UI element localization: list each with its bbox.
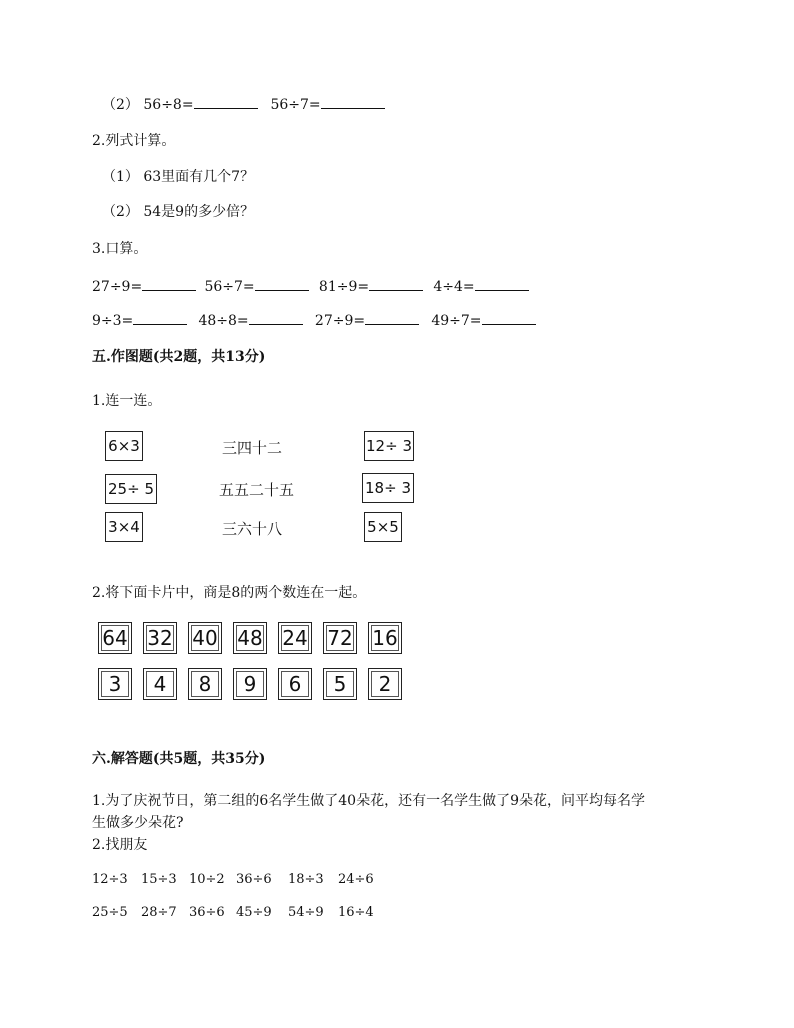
oral-expr: 27÷9= xyxy=(92,279,143,295)
match-right-box[interactable]: 5×5 xyxy=(364,512,402,542)
sec6-q1-line-1: 1.为了庆祝节日，第二组的6名学生做了40朵花，还有一名学生做了9朵花，问平均每名学 xyxy=(92,793,645,809)
number-card[interactable]: 4 xyxy=(143,668,177,700)
oral-row-1 xyxy=(92,276,533,296)
q1-item2-line xyxy=(102,94,385,114)
answer-blank[interactable] xyxy=(255,276,309,291)
friend-expr[interactable]: 45÷9 xyxy=(236,905,272,920)
answer-blank[interactable] xyxy=(249,310,303,325)
friend-expr[interactable]: 54÷9 xyxy=(288,905,324,920)
answer-blank[interactable] xyxy=(142,276,196,291)
match-left-box[interactable]: 3×4 xyxy=(105,512,143,542)
section-5-heading: 五.作图题(共2题，共13分) xyxy=(92,349,266,365)
match-left-box[interactable]: 6×3 xyxy=(105,431,143,461)
q2-item1: （1） 63里面有几个7？ xyxy=(102,169,255,185)
answer-blank[interactable] xyxy=(365,310,419,325)
match-middle-word[interactable]: 三六十八 xyxy=(222,520,283,538)
q2-item2: （2） 54是9的多少倍？ xyxy=(102,204,255,220)
answer-blank[interactable] xyxy=(475,276,529,291)
number-card[interactable]: 16 xyxy=(368,622,402,654)
sec5-q2-title: 2.将下面卡片中，商是8的两个数连在一起。 xyxy=(92,585,367,601)
q2-title: 2.列式计算。 xyxy=(92,133,176,149)
oral-expr: 48÷8= xyxy=(198,313,249,329)
number-card[interactable]: 9 xyxy=(233,668,267,700)
friend-expr[interactable]: 16÷4 xyxy=(338,905,374,920)
friend-expr[interactable]: 36÷6 xyxy=(189,905,225,920)
friend-expr[interactable]: 12÷3 xyxy=(92,872,128,887)
answer-blank[interactable] xyxy=(482,310,536,325)
sec5-q1-title: 1.连一连。 xyxy=(92,393,162,409)
answer-blank[interactable] xyxy=(321,94,385,109)
number-card[interactable]: 8 xyxy=(188,668,222,700)
oral-row-2 xyxy=(92,310,531,330)
friend-expr[interactable]: 28÷7 xyxy=(141,905,177,920)
friend-expr[interactable]: 18÷3 xyxy=(288,872,324,887)
sec6-q2-title: 2.找朋友 xyxy=(92,837,148,853)
oral-expr: 49÷7= xyxy=(431,313,482,329)
friend-expr[interactable]: 24÷6 xyxy=(338,872,374,887)
match-right-box[interactable]: 12÷ 3 xyxy=(364,431,414,461)
number-card[interactable]: 72 xyxy=(323,622,357,654)
friend-expr[interactable]: 36÷6 xyxy=(236,872,272,887)
friend-expr[interactable]: 10÷2 xyxy=(189,872,225,887)
q1-item2-expr-a: 56÷8= xyxy=(143,97,194,113)
oral-expr: 4÷4= xyxy=(433,279,475,295)
answer-blank[interactable] xyxy=(369,276,423,291)
number-card[interactable]: 2 xyxy=(368,668,402,700)
answer-blank[interactable] xyxy=(194,94,258,109)
number-card[interactable]: 24 xyxy=(278,622,312,654)
friend-expr[interactable]: 25÷5 xyxy=(92,905,128,920)
match-middle-word[interactable]: 五五二十五 xyxy=(219,481,295,499)
number-card[interactable]: 64 xyxy=(98,622,132,654)
q1-item2-label: （2） xyxy=(102,97,139,113)
friend-expr[interactable]: 15÷3 xyxy=(141,872,177,887)
section-6-heading: 六.解答题(共5题，共35分) xyxy=(92,751,266,767)
answer-blank[interactable] xyxy=(133,310,187,325)
oral-expr: 81÷9= xyxy=(318,279,370,295)
match-right-box[interactable]: 18÷ 3 xyxy=(362,473,414,503)
match-left-box[interactable]: 25÷ 5 xyxy=(105,474,157,504)
sec6-q1-line-2: 生做多少朵花? xyxy=(92,815,184,831)
number-card[interactable]: 5 xyxy=(323,668,357,700)
match-middle-word[interactable]: 三四十二 xyxy=(222,439,283,457)
q3-title: 3.口算。 xyxy=(92,241,148,257)
oral-expr: 9÷3= xyxy=(92,313,134,329)
number-card[interactable]: 40 xyxy=(188,622,222,654)
number-card[interactable]: 32 xyxy=(143,622,177,654)
number-card[interactable]: 3 xyxy=(98,668,132,700)
q1-item2-expr-b: 56÷7= xyxy=(270,97,321,113)
oral-expr: 27÷9= xyxy=(314,313,366,329)
number-card[interactable]: 48 xyxy=(233,622,267,654)
number-card[interactable]: 6 xyxy=(278,668,312,700)
oral-expr: 56÷7= xyxy=(204,279,255,295)
